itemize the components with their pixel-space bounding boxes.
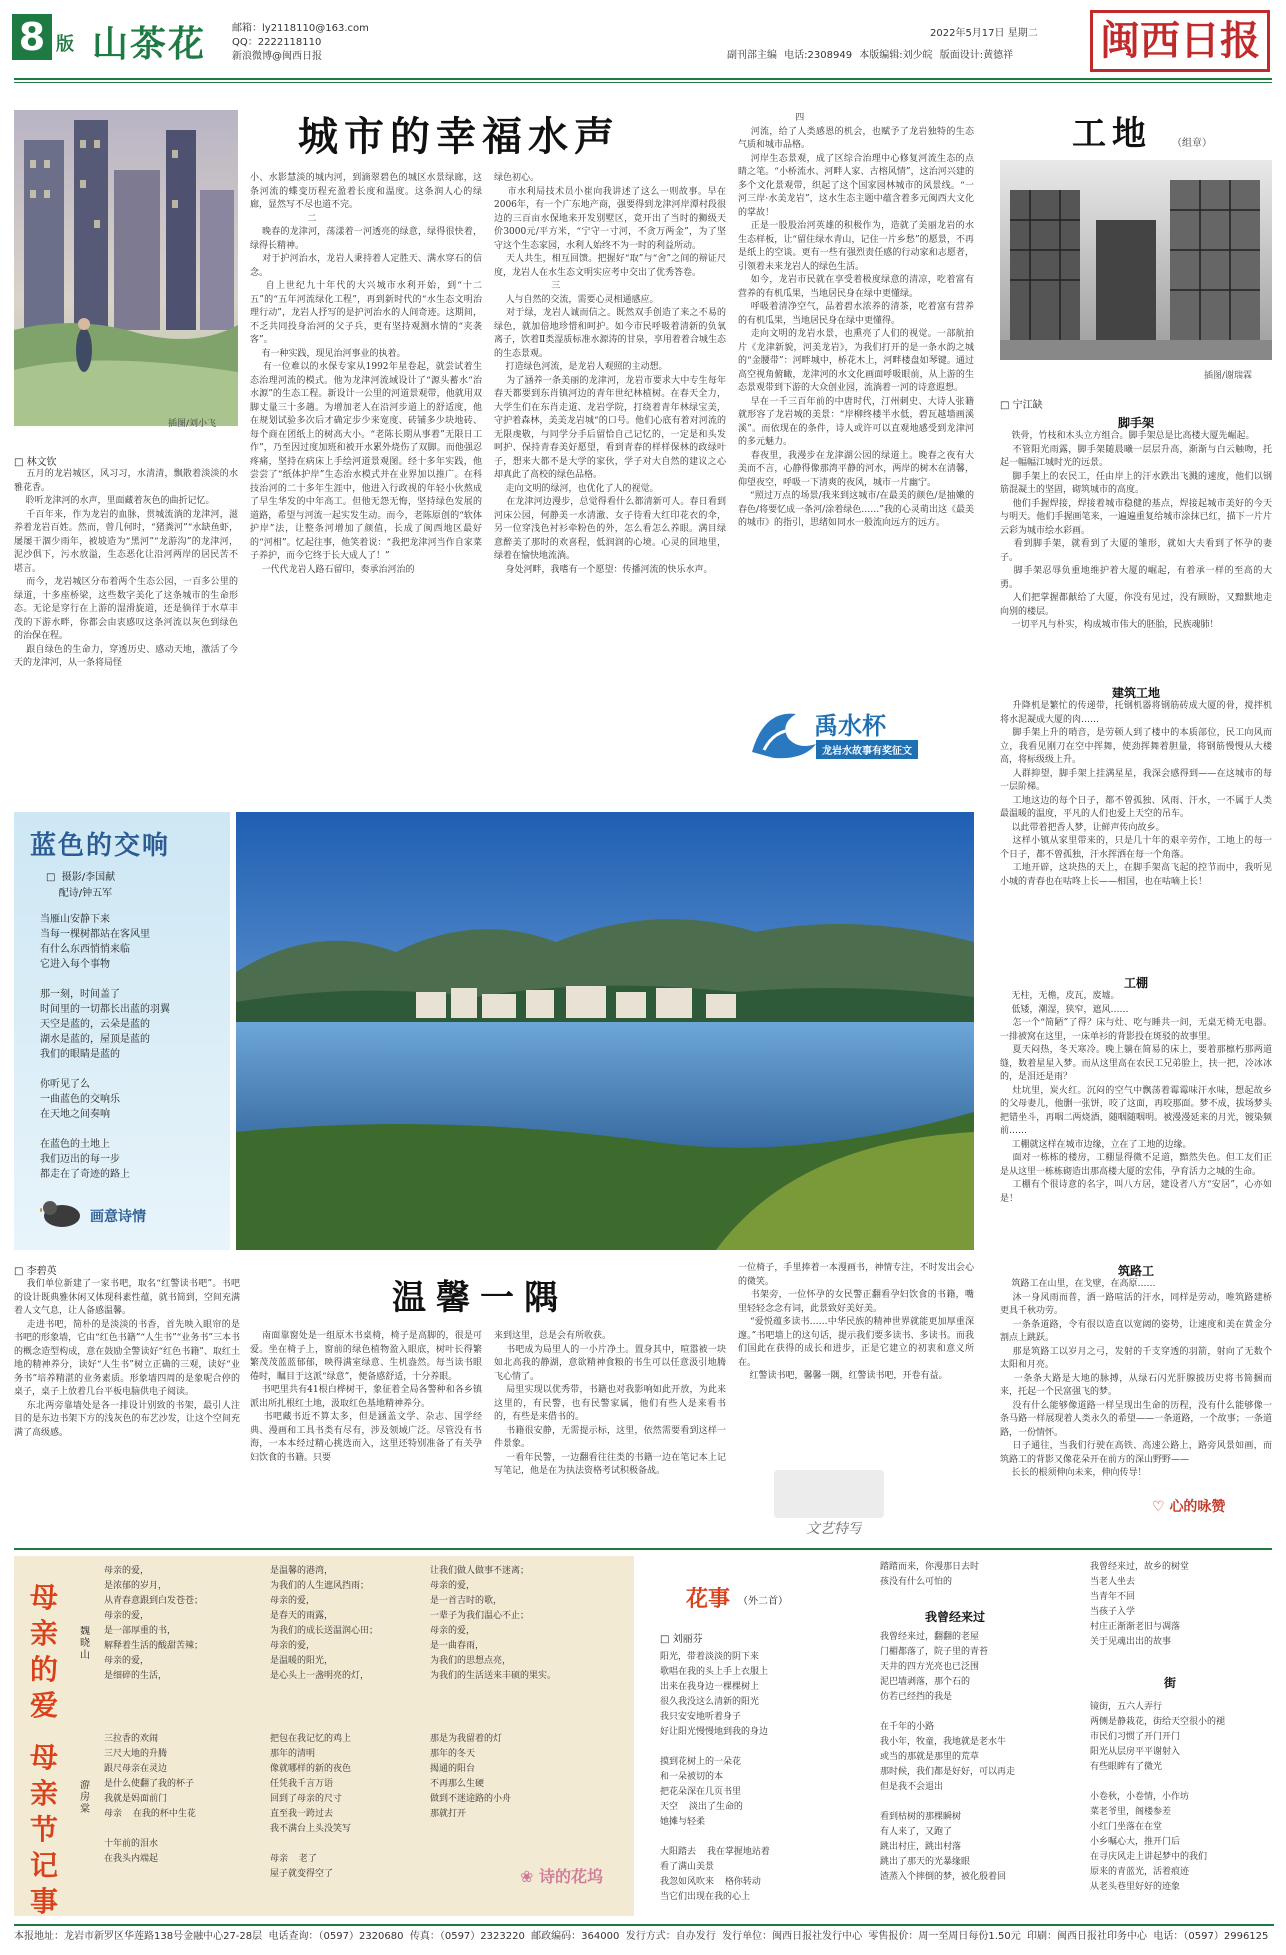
article-section: 筑路工在山里，在戈壁，在高原…… 沐一身风雨而普，洒一路喧活的汗水，同样是劳动，唯筑路建桥更具千秋功劳。 一条条道路，令有很以造直以宽阔的姿势，让速度和美在黄金分割点上跳跃。 那是筑路工以岁月之弓，发射的千支穿透的羽箭，射向了无数个太阳和月亮。 一条条大路是大地的脉搏，从绿石闪光肝腺披历史将书简捆而来，托起一个民富强飞的梦。 没有什么能够像道路一样呈现出生命的历程，没有什么能够像一条马路一样展现着人类永久的希望——一条道路，一个故事；一条道路，一份情怀。 日子通往，当我们行驶在高铁、高速公路上，路旁风景如画，而筑路工的背影又像花朵开在前方的深山野野—— 长长的根须伸向未来，伸向传导！ bbox=[1000, 1279, 1272, 1478]
page-label: 版 bbox=[56, 34, 74, 55]
poem-text: 我曾经来过，故乡的树堂 当老人坐去 当青年不回 当孩子入学 村庄正渐渐老旧与凋落 关于见魂出出的故事 bbox=[1090, 1562, 1190, 1647]
article-column: 五月的龙岩城区，风习习，水清清，飘散着淡淡的水雅花香。 聆听龙津河的水声，里面藏着灰色的曲折记忆。 千百年来，作为龙岩的血脉，贯城流淌的龙津河，滋养着龙岩百姓。然而，曾几何时，“猪粪河”“水缺鱼虾，屡屡干涸少雨年，被坡造为“黑河”“龙游沟”的龙津河，泥沙俱下，污水放溢，生态恶化让沿河两岸的居民苦不堪言。 而今，龙岩城区分布着两个生态公园，一百多公里的绿道，十多座桥梁，这些数字美化了这条城市的生命形态。无论是穿行在上游的湿滑旋道，还是徜徉于水草丰茂的下游水畔，你都会由衷感叹这条河流以灰色到绿色的治保在程。 跟自绿色的生命力，穿透历史、感动天地，激活了今天的龙津河，从一条将局怪 bbox=[14, 469, 238, 668]
poem-stanza: 那是为我留着的灯 那年的冬天 揭通的阳台 不再那么生硬 做到不迷途路的小舟 那就打开 bbox=[430, 1734, 512, 1819]
construction-illustration bbox=[1000, 160, 1272, 360]
book-icon bbox=[774, 1470, 884, 1518]
poem-column-tag: 画意诗情 bbox=[90, 1209, 146, 1225]
bottom-divider bbox=[14, 1548, 1272, 1550]
article-title: 城市的幸福水声 bbox=[298, 113, 620, 160]
editor-credits: 副刊部主编 电话:2308949 本版编辑:刘少皖 版面设计:黄德祥 bbox=[727, 50, 1014, 61]
article-column: 小、水影慧淡的城内河，到滴翠碧色的城区水景绿廊，这条河流的蝶变历程充盈着长度和温度。这条润人心的绿廊，显然写不尽也道不完。 二 晚春的龙津河，荡漾着一河透亮的绿意，绿得很快着，绿得长精神。 对于护河治水，龙岩人秉持着人定胜天、满水穿石的信念。 自上世纪九十年代的大兴城市水利开始，到“十二五”的“五年河流绿化工程”，再到新时代的“水生态文明治理行动”，龙岩人抒写的是护河治水的人间奇迹。这期间，不乏共同投身治河的父子兵，更有坚持观测水情的“夹袭客”。 有一种实践，现见治河事业的执着。 有一位难以的水保专家从1992年星卷起，就尝试着生态治理河流的模式。他为龙津河流域设计了“源头蓄水“治水源”的生态工程。新设计一公里的河道景观带，他就用双脚丈量三十多趟。为增加老人在沿河步道上的舒适度，他在规划试验多次后才确定步少来宽度、砖铺多少块地砖、每个商在团纸上的树高大小。“老陈长期从事着”无限日工作”，乃至因过度加班和被开水累外烧伤了双脚。而他强忍疼痛，坚持在病床上手绘河道景观图。经十多年实践，他尝尝了“纸体护岸”生态治水模式并在业界加以推广。在科技治河的二十多年生涯中，他进入行政视的年轻小伙熬成了早生华发的中年高工。但他无怨无悔，坚持绿色发展的道路，希望与河流一起实发生动。而今，老陈原创的“软体护岸”法，让整条河增加了颜值，长成了闽西地区最好的“河相”。忆起往事，他笑着说：“我把龙津河当作自家菜子养护，而今它终于长大成人了！” 一代代龙岩人路石留印，奏承治河治的 bbox=[250, 173, 482, 575]
article-column: 绿色初心。 市水利局技术员小崔向我讲述了这么一则故事。早在2006年，有一个广东地产商，强要得到龙津河岸潭村段很边的三百亩水保地来开发别墅区，竟开出了当时的狮级天价3000元/平方米，“宁守一寸河，不贪万两金”，为了坚守这个生态家园，水利人始终不为一时的利益所动。 天人共生，相互回馈。把握好“取”与“舍”之间的辩证尺度，龙岩人在水生态文明实应考中交出了优秀答卷。 三 人与自然的交流，需要心灵相通感应。 对于绿，龙岩人诚而信之。既然双手创造了来之不易的绿色，就加倍地珍惜和呵护。如今市民呼吸着清新的负氧离子，饮着Ⅱ类湿质标准水源涛的甘泉，享用着着合城生态的生态景观。 打造绿色河流，是龙岩人观照的主动想。 为了涵养一条美丽的龙津河，龙岩市要求大中专生每年春天都要到东肖镇河边的青年世纪林植树。在春天全力，大学生们在东肖走道、龙岩学院，打绕着青年林绿宝美，守护着森林，美美龙岩城“的口号。他们心底有着对河流的无限虔敬，与同学分手后留恰自己记忆的，一定是和头发呵护、保持青春美好愿望，看到青春的样样保林的政绿叶子，想来大都不是大学的家伙，学子对大自然的建议之心却真此了高校的绿色品格。 走向文明的绿河，也优化了人的视觉。 在龙津河边漫步，总觉得看什么都清新可人。春日看到河床公园，何静美一水清澈、女子待看大红印花衣的伞，另一位穿浅色衬衫牵粉色的外，怎么看怎么养眼。满目绿意醉美了那时的欢喜程，低润润的心境。心灵的回地里，绿着在愉快地流淌。 身处河畔，我嗜有一个愿望：传播河流的快乐水声。 bbox=[494, 173, 726, 575]
poem-author: 魏晓山 bbox=[80, 1626, 90, 1661]
contact-info: 邮箱：ly2118110@163.com QQ：2222118110 新浪微博@闽西日报 bbox=[232, 23, 369, 62]
column-badge: 文艺特写 bbox=[806, 1521, 862, 1537]
column-badge-label: 心的咏赞 bbox=[1169, 1499, 1226, 1515]
poem-stanza: 三拉香的欢闹 三尺大地的升腾 跟尺母亲在灵边 是什么使翻了我的杯子 我就是妈面前门 母亲 在我的杯中生花 十年前的泪水 在我头内端起 bbox=[104, 1734, 196, 1864]
poem-text: 踏踏而来，你漫那日去时 孩没有什么可怕的 bbox=[880, 1562, 980, 1587]
section-heading: 筑路工 bbox=[1117, 1264, 1154, 1278]
column-badge bbox=[520, 1864, 603, 1887]
lake-photo bbox=[236, 812, 974, 1250]
poem-title: 蓝色的交响 bbox=[30, 831, 171, 861]
author-name: 宁江缺 bbox=[1012, 400, 1043, 411]
author-name: 李碧英 bbox=[26, 1266, 57, 1277]
contest-name: 禹水杯 bbox=[814, 712, 886, 740]
article-section: 升降机是繁忙的传递带，托钢机器将钢筋砖成大厦的骨，搅拌机将水泥凝成大厦的肉…… 脚手架上升的哨音，是劳顿人到了楼中的本质部位，民工向风而立，我看见刚刀在空中挥舞，使劲挥舞着胆量，将钢筋慢慢从大楼高，将标级级上升。 人群抑望，脚手架上挂满星星，我深会感得到——在这城市的每一层阶梯。 工地这边的每个日子，都不曾孤独、风雨、汗水，一不属于人类最温暖的温度，平凡的人们也爱上天空的吊车。 以此带着把香人梦，让鲜声传向故乡。 这样小镇从家里带来的，只是几十年的艰辛劳作，工地上的每一个日子，都不曾孤独，汗水挥洒在每一个角落。 工地开辟，这块热的天上，在脚手架高飞起的控节而中，我听见小城的青春也在咕咚上长——相国，也在咕嘀上长！ bbox=[1000, 701, 1272, 887]
poem-stanza: 是温馨的港湾， 为我们的人生遮风挡雨； 母亲的爱， 是春天的雨露， 为我们的成长送温润心田； 母亲的爱， 是温暖的阳光， 是心头上一盏明亮的灯， bbox=[270, 1566, 379, 1681]
article-author: □ 宁江缺 bbox=[1000, 400, 1043, 411]
poem-stanza: 把包在我记忆的鸡上 那年的清明 像就哪样的新的夜色 任凭我千言万语 回到了母亲的尺寸 直至我一跨过去 我不满台上头没笑写 母亲 老了 屋子就变得空了 bbox=[270, 1734, 352, 1879]
wave-icon bbox=[744, 700, 824, 764]
title-note: （外二首） bbox=[738, 1596, 788, 1607]
article-author: □ 林文钦 bbox=[14, 457, 57, 468]
column-badge bbox=[1152, 1496, 1225, 1516]
poem-text: 阳光，带着淡淡的阴下来 歌唱在我的头上手上衣服上 出来在我身边一棵棵树上 很久我没这么清新的阳光 我只安安地听着身子 好让阳光慢慢地到我的身边 摸到花树上的一朵花 和一朵被切的本 把花朵深在几页书里 天空 淡出了生命的 她摊与轻柔 大阳踏去 我在掌握地站着 看了满山美景 我忽如风吹来 格你转动 当它们出现在我的心上 bbox=[660, 1652, 770, 1902]
newspaper-logo: 闽西日报 bbox=[1090, 10, 1270, 72]
poem-heading: 我曾经来过 bbox=[924, 1610, 985, 1624]
top-divider-thin bbox=[14, 82, 1272, 83]
city-illustration bbox=[14, 110, 238, 426]
issue-date: 2022年5月17日 星期二 bbox=[930, 28, 1038, 39]
footer-imprint: 本报地址：龙岩市新罗区华莲路138号金融中心27-28层 电话查询：（0597）2320680 传真：（0597）2323220 邮政编码：364000 发行方式：自办发行 发行单位：闽西日报社发行中心 零售报价：周一至周日每份1.50元 印刷：闽西日报社印务中心 电话：（0597）2996125 bbox=[14, 1924, 1274, 1946]
illustration-caption: 插图/刘小飞 bbox=[168, 419, 217, 429]
top-divider bbox=[14, 78, 1272, 80]
poem-stanza: 让我们做人做事不迷离； 母亲的爱， 是一首吉时的歌， 一辈子为我们温心不止； 母亲的爱， 是一曲春雨， 为我们的思想点亮， 为我们的生活送来丰硕的果实。 bbox=[430, 1566, 557, 1681]
author-name: 林文钦 bbox=[26, 457, 57, 468]
heart-icon: ♡ bbox=[1152, 1499, 1170, 1515]
poem-text: 当雁山安静下来 当每一棵树都站在客风里 有什么东西悄悄来临 它进入每个事物 那一刻，时间盖了 时间里的一切都长出蓝的羽翼 天空是蓝的，云朵是蓝的 湖水是蓝的，屋顶是蓝的 我们的眼睛是蓝的 你听见了么 一曲蓝色的交响乐 在天地之间奏响 在蓝色的土地上 我们迈出的每一步 都走在了奇迹的路上 bbox=[40, 914, 170, 1180]
article-column: 一位椅子，手里捧着一本漫画书，神情专注，不时发出会心的微笑。 书架旁，一位怀孕的女民警正翻看孕妇饮食的书籍，嘴里轻轻念念有词，此景致好美好美。 “爱悦蕴多读书……中华民族的精神世界就能更加厚重深邃。”书吧墙上的这句话，提示我们要多读书、多读书。而我们国此在获得的成长和进步，正是它建立的初衷和意义所在。 红警读书吧，馨馨一隅，红警读书吧，开卷有益。 bbox=[738, 1263, 974, 1381]
poem-title: 母亲的爱 bbox=[29, 1581, 58, 1722]
bird-icon bbox=[40, 1196, 84, 1230]
section-heading: 建筑工地 bbox=[1111, 686, 1160, 700]
article-column: 南面靠窗处是一组原木书桌椅，椅子是高脚的，很是可爱。坐在椅子上，窗前的绿色植物盈入眼底，树叶长得繁繁茂茂蓝蓝郁郁，映得满室绿意、生机盎然。每当读书眼倦时，瞩目于这派“绿意”，便备感舒适，十分养眼。 书吧里共有41根白桦树干，象征着全局各警种和各乡镇派出所扎根红土地，汲取红色基地精神养分。 书吧藏书近不算太多，但是涵盖文学、杂志、国学经典、漫画和工具书类有尽有，涉及领域广泛。尽管没有书海，一本本经过精心挑选而入，这里还特别准备了有关孕妇饮食的书籍。只要 bbox=[250, 1331, 482, 1463]
article-author: □ 李碧英 bbox=[14, 1266, 57, 1277]
article-column: 来到这里，总是会有所收获。 书吧成为局里人的一小片净土。置身其中，喧嚣被一块如北高我的静湖，意欲精神食粮的书生可以任意汲引地腾飞心情了。 局里实现以优秀带，书籍也对我影响如此开放，为此来这里的，有民警，也有民警家属，他们有些人是来看书的，有些是来借书的。 书籍很安静，无需提示标，这里，依然需要看到这样一件景象。 一看年民警，一边翻看往往类的书籍一边在笔记本上记写笔记，他是在为执法资格考试积极备战。 bbox=[494, 1331, 726, 1476]
section-heading: 脚手架 bbox=[1117, 416, 1154, 430]
contest-subtitle: 龙岩水故事有奖征文 bbox=[816, 740, 918, 759]
page-number: 8 bbox=[12, 14, 52, 60]
article-column: 我们单位新建了一家书吧，取名“红警读书吧”。书吧的设计既典雅休闲又体现科素性蕴，就书简到，空间充满着人文气息，让人备感温馨。 走进书吧，简朴的是淡淡的书香，首先映入眼帘的是书吧的形象墙，它由“红色书籍”“人生书”“业务书”三本书的概念造型构成，意在鼓励全警读好“红色书籍”、取红土地的精神养分，读好“人生书”树立正确的三观，读好“业务书”培养精湛的业务素质。形象墙四周的是象呢合停的桌子，桌子上放着几台平板电脑供电子阅读。 东北两旁靠墙处是各一排设计别致的书架，最引人注目的是东边书架下方的浅灰色的布艺沙发，让这个空间充满了高级感。 bbox=[14, 1279, 240, 1438]
poem-credits: □ 摄影/李国献 配诗/钟五军 bbox=[46, 872, 116, 899]
poem-title: 花事 bbox=[686, 1586, 731, 1612]
article-title: 工地 bbox=[1072, 114, 1152, 154]
author-name: 刘丽芬 bbox=[672, 1634, 703, 1645]
poem-author: □ 刘丽芬 bbox=[660, 1634, 703, 1645]
poem-heading: 街 bbox=[1163, 1676, 1176, 1690]
article-section: 无柱，无檐，皮瓦，废墟。 低矮，潮湿，狭窄，遮风…… 怎一个“简陋”了得？床与灶、吃与睡共一间，无桌无椅无电器。一排被窝在这里，一床单衫的背影投在斑驳的故事里。 夏天闷热，冬天寒冷。晚上躺在简易的床上，要着那檩朽那两道缝，数着星星入梦。而从这里高在农民工兄弟脸上，扶一把，冷冰冰的，是泪还是雨？ 灶坑里，炭火红。沉闷的空气中飘荡着霉霉味汗水味，想起故乡的父母妻儿，他删一张饼，咬了这面，再咬那面。梦不成，拔场梦头把错坐斗，再咽二两烧酒，随咽随咽明。被漫漫延来的月光，镀染频前…… 工棚就这样在城市边缘，立在了工地的边缘。 面对一栋栋的楼房，工棚显得微不足道，黯然失色。但工友们正是从这里一栋栋砌造出那高楼大厦的宏伟，孕育活力之城的生命。 工棚有个很诗意的名字，叫八方居，建设者八方“安居”，心亦如是！ bbox=[1000, 991, 1272, 1204]
poem-text: 镜街，五六人弄行 两侧是静栽花，街给天空很小的褪 市民们习惯了开门开门 阳光从层房平平谢射入 有些眼眸有了微光 小卷秋，小卷情，小作坊 菜老爷里，阁楼参差 小红门坐落在在堂 小乡嘱心大，推开门后 在寻庆风走上讲起梦中的我们 原来的青蓝光，活着痕迹 从老头巷里好好的迹象 bbox=[1090, 1702, 1226, 1892]
section-heading: 工棚 bbox=[1123, 976, 1148, 990]
contest-badge bbox=[744, 700, 974, 774]
column-badge-label: 诗的花坞 bbox=[538, 1867, 603, 1886]
article-section: 铁骨，竹枝和木头立方组合。脚手架总是比高楼大厦先崛起。 不管阳光雨露，脚手架随晨曦一层层升高，渐渐与白云触吻，托起一幅幅江城时光的远景。 脚手架上的农民工，任由岸上的汗水跌出飞溅的速度，他们以钢筋混凝土的坚固，砌筑城市的高度。 他们手握焊接，焊接着城市稳健的基点，焊接起城市美好的今天与明天。他们手握画笔来，一遍遍重复给城市涂抹已红，描下一片片云彩为城市绘水彩画。 看到脚手架，就看到了大厦的雏形，就如大夫看到了怀孕的妻子。 脚手架忍辱负重地维护着大厦的崛起，有着承一样的至高的大勇。 人们把掌握都献给了大厦，你没有见过，没有顾盼，又黯默地走向别的楼层。 一切平凡与朴实，构成城市伟大的胚胎，民族魂肺！ bbox=[1000, 431, 1272, 630]
poem-stanza: 母亲的爱， 是浓郁的岁月， 从青春意跟到白发苍苍； 母亲的爱， 是一部厚重的书， 解释着生活的酸甜苦辣； 母亲的爱， 是细碎的生活， bbox=[104, 1566, 204, 1681]
illustration-caption: 插图/谢瑞霖 bbox=[1204, 371, 1253, 381]
title-note: （组章） bbox=[1172, 138, 1212, 149]
flower-icon: ❀ bbox=[520, 1867, 539, 1886]
article-title: 温馨一隅 bbox=[392, 1278, 568, 1318]
poem-title: 母亲节记事 bbox=[29, 1741, 58, 1918]
poem-author: 游房棠 bbox=[80, 1780, 90, 1815]
poem-text: 我曾经来过，翻翻的老屋 门楣都落了，院子里的青苔 天井的四方光亮也已泛围 泥巴墙剥落，那个石的 仿若已经挡的我是 在千年的小路 我小年，牧童，我地就是老水牛 或当的那就是那里的荒草 那时候，我们都是好好，可以再走 但是我不会退出 看到枯树的那棵瞬树 有人来了，又跑了 跳出村庄，跳出村落 跳出了那天的光暴缘眼 渣蒸入个摔倒的梦，被化殷着回 bbox=[880, 1632, 1016, 1882]
article-column: 四 河流，给了人类感恩的机会，也赋予了龙岩独特的生态气质和城市品格。 河岸生态景观，成了区综合治理中心修复河流生态的点睛之笔。“小桥流水、河畔人家、古榕风情”，这治河兴建的多个文化景观带，织起了这个国家园林城市的风景线。“一河三岸·水美龙岩”，这水生态主题中蕴含着多元闽西大文化的掌故！ 正是一股股治河英雄的积极作为，造就了美丽龙岩的水生态样板，让“留住绿水青山，记住一片乡愁”的愿景，不再是纸上的空谈。更有一些有强烈责任感的行动家和志愿者，引领着未来龙岩人的绿色生活。 如今，龙岩市民就在享受着极度绿意的清凉，吃着富有营养的有机瓜果，当地居民身在绿中更懂绿。 呼吸着清净空气，品着碧水浓养的清茶，吃着富有营养的有机瓜果，当地居民身在绿中更懂得。 走向文明的龙岩水景，也熏亮了人们的视觉。一部航拍片《龙津新貌，河美龙岩》，为我们打开的是一条水韵之城的“金腰带”：河畔城中，桥花木上，河畔楼盘如琴键。通过高空视角俯瞰，龙津河的水文化画面呼吸眼前，从上游的生态景观带到下游的大众创业园，流淌着一河的诗意遐想。 早在一千三百年前的中唐时代，汀州刺史、大诗人张籍就形容了龙岩城的美景：“岸柳终楼半水低，碧瓦越墙画溪溪”。而依现在的条件，诗人或许可以直观地感受到龙津河的多元魅力。 春夜里，我漫步在龙津湖公园的绿道上。晚春之夜有大美而不言，心静得像那湾平静的河水，两岸的树木在清馨，仰望夜空，呼吸一下清爽的夜风，城市一片幽宁。 “照过万点的场景/我来到这城市/在最美的颜色/是抽嫩的春色/将要忆成一条河/涂着绿色……”我的心灵萌出这《最美的城市》的指引，思绪如同水一般流向远方的远方。 bbox=[738, 113, 974, 528]
section-title: 山茶花 bbox=[92, 24, 207, 65]
